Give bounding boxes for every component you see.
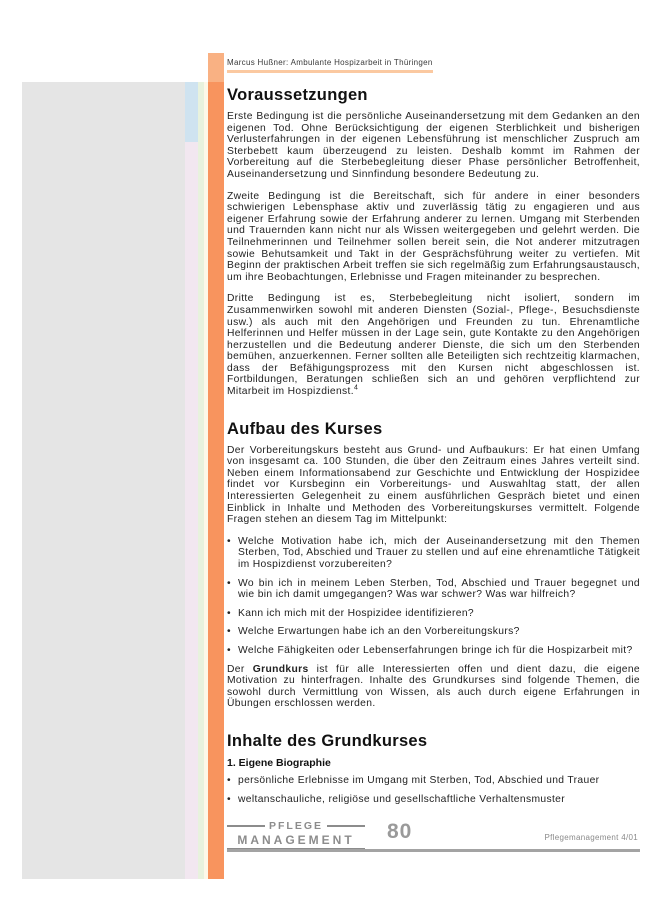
journal-logo-word-pflege: PFLEGE (269, 820, 324, 832)
bold-term: Grundkurs (252, 663, 309, 675)
footnote-marker: 4 (353, 384, 359, 392)
paragraph: Der Vorbereitungskurs besteht aus Grund- und Aufbaukurs: Er hat einen Umfang von insgesamt ca. 100 Stunden, die über den Zeitraum eines Jahres verteilt sind. Neben einem Informationsabend zur Geschichte und Entwicklung der Hospizidee findet vor Kursbeginn ein Vorbereitungs- und Auswahltag statt, der allen Interessierten Gelegenheit zu einem ausführlichen Gespräch bietet und einen Einblick in Inhalte und Methoden des Vorbereitungskurses vermittelt. Folgende Fragen stehen an diesem Tag im Mittelpunkt: (227, 444, 640, 526)
paragraph-text: Der (227, 663, 253, 675)
paragraph-text: ist für alle Interessierten offen und dient dazu, die eigene Motivation zu hinterfragen. Inhalte des Grundkurses sind folgende Themen, die sowohl durch Vermittlung von Wissen, als auch durch eigene Erfahrungen in Übungen erschlossen werden. (227, 663, 640, 710)
page-footer (227, 820, 640, 856)
accent-bar (208, 82, 224, 879)
logo-rule-right (327, 825, 365, 827)
subheading-eigene-biographie: 1. Eigene Biographie (227, 756, 331, 769)
article-byline: Marcus Hußner: Ambulante Hospizarbeit in Thüringen (227, 58, 433, 73)
paragraph: Zweite Bedingung ist die Bereitschaft, sich für andere in einer besonders schwierigen Lebensphase aktiv und zuverlässig tätig zu engagieren und aus eigener Erfahrung sowie der Erfahrung anderer zu lernen. Umgang mit Sterbenden und Trauernden kann nicht nur als Wissen weitergegeben und gelehrt werden. Die Teilnehmerinnen und Teilnehmer sollen bereit sein, die Not anderer mitzutragen sowie Behutsamkeit und Takt in der Gesprächsführung weiter zu vertiefen. Mit Beginn der praktischen Arbeit treffen sie sich regelmäßig zum Erfahrungsaustausch, um ihre Beobachtungen, Erlebnisse und Fragen miteinander zu besprechen. (227, 190, 640, 283)
list-item: • Kann ich mich mit der Hospizidee identifizieren? (227, 608, 640, 620)
logo-rule-left (227, 825, 265, 827)
list-item: • Welche Erwartungen habe ich an den Vorbereitungskurs? (227, 626, 640, 638)
question-list (227, 536, 640, 657)
list-item: • weltanschauliche, religiöse und gesellschaftliche Verhaltensmuster (227, 794, 640, 806)
pink-stripe (185, 142, 198, 879)
journal-logo-word-management: MANAGEMENT (227, 833, 365, 850)
paragraph: Erste Bedingung ist die persönliche Auseinandersetzung mit dem Gedanken an den eigenen Tod. Ohne Berücksichtigung der eigenen Sterblichkeit und bisherigen Verlusterfahrungen in der eigenen Lebensführung ist menschlicher Zuspruch am Sterbebett kaum überzeugend zu leisten. Deshalb kommt im Rahmen der Vorbereitung auf die Sterbebegleitung dieser Phase persönlicher Betroffenheit, Auseinandersetzung und Sinnfindung besondere Bedeutung zu. (227, 111, 640, 180)
section-heading-inhalte: Inhalte des Grundkurses (227, 731, 428, 750)
list-item: • Wo bin ich in meinem Leben Sterben, Tod, Abschied und Trauer begegnet und wie bin ich damit umgegangen? Was war schwer? Was war hilfreich? (227, 578, 640, 601)
article-column (227, 52, 640, 812)
paragraph-text: Dritte Bedingung ist es, Sterbebegleitung nicht isoliert, sondern im Zusammenwirken sowohl mit anderen Diensten (Sozial-, Pflege-, Besuchsdienste usw.) als auch mit den Angehörigen und Freunden zu tun. Ehrenamtliche Helferinnen und Helfer müssen in der Lage sein, gute Kontakte zu den Angehörigen herzustellen und die Bedeutung anderer Dienste, die sich um den Sterbenden bemühen, anzuerkennen. Ferner sollten alle Beteiligten sich rechtzeitig klarmachen, dass der Befähigungsprozess mit den Kursen nicht abgeschlossen ist. Fortbildungen, Beratungen schließen sich an und gehören verpflichtend zur Mitarbeit im Hospizdienst. (227, 293, 640, 398)
section-heading-voraussetzungen: Voraussetzungen (227, 86, 368, 104)
section-heading-aufbau: Aufbau des Kurses (227, 419, 383, 438)
paragraph (227, 664, 640, 710)
list-item: • persönliche Erlebnisse im Umgang mit Sterben, Tod, Abschied und Trauer (227, 775, 640, 787)
page-number: 80 (387, 820, 413, 843)
topic-list (227, 775, 640, 805)
blue-stripe (185, 82, 198, 142)
paragraph (227, 293, 640, 397)
accent-bar-top (208, 53, 224, 82)
list-item: • Welche Motivation habe ich, mich der Auseinandersetzung mit den Themen Sterben, Tod, Abschied und Trauer zu stellen und auf eine ehrenamtliche Tätigkeit im Hospizdienst vorzubereiten? (227, 536, 640, 571)
left-gray-panel (22, 82, 190, 879)
journal-logo-top (227, 820, 365, 832)
issue-label: Pflegemanagement 4/01 (544, 833, 638, 842)
list-item: • Welche Fähigkeiten oder Lebenserfahrungen bringe ich für die Hospizarbeit mit? (227, 645, 640, 657)
journal-logo (227, 820, 365, 850)
footer-rule (227, 849, 640, 852)
